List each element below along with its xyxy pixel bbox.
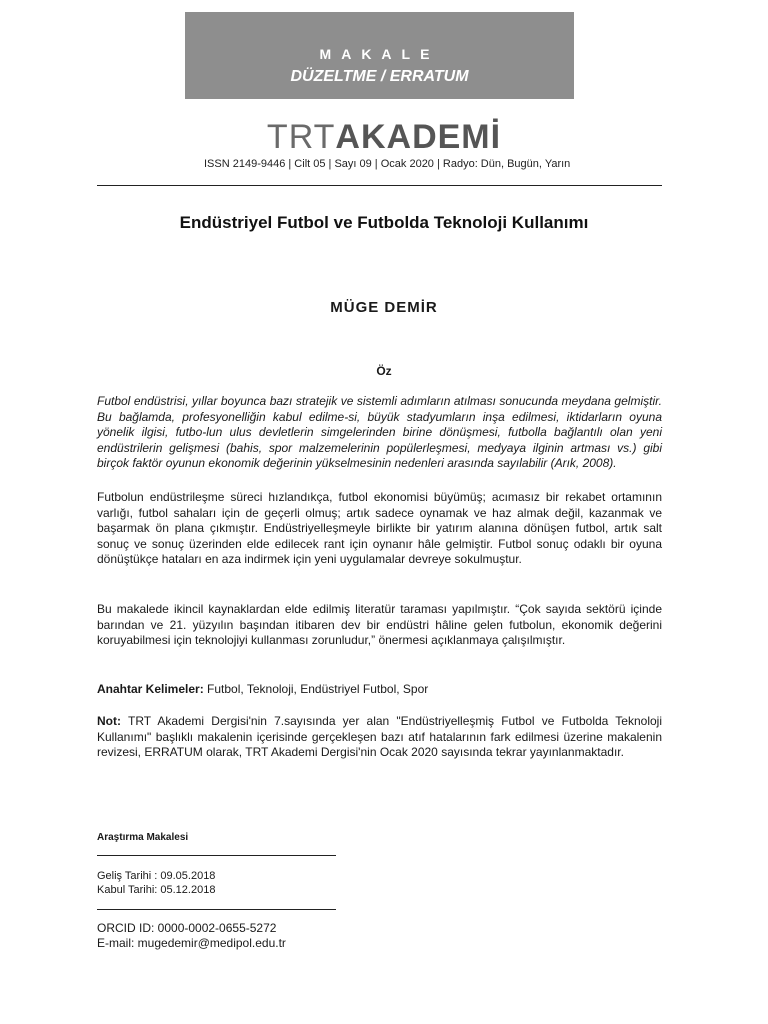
author-email[interactable]: E-mail: mugedemir@medipol.edu.tr	[97, 936, 286, 950]
journal-logo	[0, 117, 768, 157]
header-divider	[97, 185, 662, 186]
received-date: Geliş Tarihi : 09.05.2018	[97, 870, 216, 882]
article-type-banner	[185, 12, 574, 99]
accepted-date: Kabul Tarihi: 05.12.2018	[97, 884, 216, 896]
footer-divider-2	[97, 909, 336, 910]
abstract-heading: Öz	[376, 364, 392, 378]
logo-trt: TRT	[266, 118, 336, 156]
logo-akademi: AKADEMİ	[335, 118, 502, 156]
orcid-id: ORCID ID: 0000-0002-0655-5272	[97, 921, 277, 935]
note-label: Not:	[97, 714, 121, 728]
issn-line: ISSN 2149-9446 | Cilt 05 | Sayı 09 | Ocak 2020 | Radyo: Dün, Bugün, Yarın	[204, 158, 571, 170]
abstract-paragraph: Futbol endüstrisi, yıllar boyunca bazı stratejik ve sistemli adımların atılması sonucunda meydana gelmiştir. Bu bağlamda, profesyonelliğin kabul edilme-si, büyük stadyumların inşa edilmesi, iktidarların oyuna yönelik ilgisi, futbo-lun ulus devletlerin simgelerinden birine dönüşmesi, futbolla bağlantılı olan yeni endüstrilerin gelişmesi (bahis, spor malzemelerinin popülerleşmesi, medyaya ilginin artması vs.) gibi birçok faktör oyunun ekonomik değerinin yükselmesinin nedenleri arasında sayılabilir (Arık, 2008).	[97, 394, 662, 471]
article-title: Endüstriyel Futbol ve Futbolda Teknoloji Kullanımı	[179, 213, 589, 232]
article-type-label: Araştırma Makalesi	[97, 832, 189, 843]
body-paragraph-3: Bu makalede ikincil kaynaklardan elde edilmiş literatür taraması yapılmıştır. “Çok sayıda sektörü içinde barından ve 21. yüzyılın başından itibaren dev bir endüstri hâline gelen futbolun, ekonomik değerini koruyabilmesi için teknolojiyi kullanması zorunludur,” önermesi açıklanmaya çalışılmıştır.	[97, 602, 662, 648]
note-text: TRT Akademi Dergisi'nin 7.sayısında yer alan "Endüstriyelleşmiş Futbol ve Futbolda Teknoloji Kullanımı" başlıklı makalenin içerisinde gerçekleşen bazı atıf hatalarının fark edilmesi üzerine makalenin revizesi, ERRATUM olarak, TRT Akademi Dergisi'nin Ocak 2020 sayısında tekrar yayınlanmaktadır.	[97, 714, 662, 760]
dates-block	[97, 869, 215, 897]
keywords-label: Anahtar Kelimeler:	[97, 682, 204, 696]
erratum-label: DÜZELTME / ERRATUM	[290, 68, 469, 85]
keywords-line	[97, 682, 662, 698]
footer-divider-1	[97, 855, 336, 856]
article-kind-label: MAKALE	[319, 46, 440, 62]
article-author: MÜGE DEMİR	[330, 299, 438, 316]
body-paragraph-2: Futbolun endüstrileşme süreci hızlandıkça, futbol ekonomisi büyümüş; acımasız bir rekabet ortamının varlığı, futbol sahaları için de geçerli olmuş; artık sadece oynamak ve haz almak değil, kazanmak ve başarmak ön plana çıkmıştır. Endüstriyelleşmeyle birlikte bir yatırım alanına dönüşen futbol, artık salt sonuç ve sonuç üzerinden elde edilecek rant için oynanır hâle gelmiştir. Futbol sonuç odaklı bir oyuna dönüştükçe hataları en aza indirmek için yeni uygulamalar devreye sokulmuştur.	[97, 490, 662, 567]
contact-block	[97, 921, 286, 951]
keywords-value: Futbol, Teknoloji, Endüstriyel Futbol, Spor	[207, 682, 429, 696]
erratum-note	[97, 714, 662, 761]
